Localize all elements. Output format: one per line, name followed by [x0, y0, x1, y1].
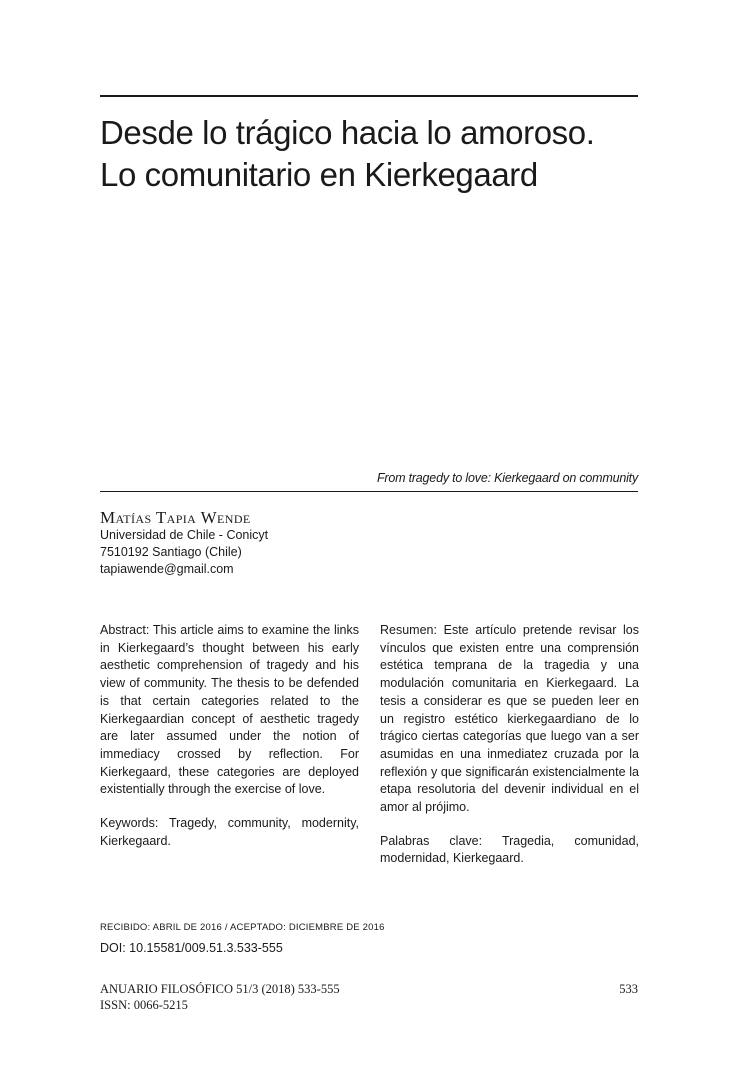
journal-citation: ANUARIO FILOSÓFICO 51/3 (2018) 533-555 [100, 982, 340, 996]
page-number: 533 [619, 982, 638, 996]
palabras-clave-text: : Tragedia, comunidad, modernidad, Kierkegaard. [380, 833, 639, 866]
english-title: From tragedy to love: Kierkegaard on community [376, 471, 638, 485]
palabras-clave-paragraph [380, 833, 639, 868]
keywords-paragraph [100, 815, 359, 850]
issn: ISSN: 0066-5215 [100, 998, 188, 1012]
author-name: Matías Tapia Wende [100, 508, 251, 527]
author-email: tapiawende@gmail.com [100, 562, 234, 576]
author-address: 7510192 Santiago (Chile) [100, 545, 242, 559]
palabras-clave-label: Palabras clave [380, 833, 479, 848]
top-rule [100, 95, 638, 97]
received-accepted-dates: RECIBIDO: ABRIL DE 2016 / ACEPTADO: DICIEMBRE DE 2016 [100, 922, 385, 933]
resumen-text: : Este artículo pretende revisar los vínculos que existen entre una comprensión estética temprana de la tragedia y una modulación comunitaria en Kierkegaard. La tesis a considerar es que se pueden leer en un registro estético kierkegaardiano de lo trágico ciertas categorías que luego van a ser asumidas en una inmediatez cruzada por la reflexión y que significarán existencialmente la etapa resolutoria del devenir individual en el amor al prójimo. [380, 623, 639, 815]
resumen-paragraph [380, 622, 639, 817]
title-line-1: Desde lo trágico hacia lo amoroso. [100, 114, 595, 151]
keywords-text: : Tragedy, community, modernity, Kierkegaard. [100, 816, 359, 848]
author-affiliation: Universidad de Chile - Conicyt [100, 528, 269, 542]
resumen-label: Resumen [380, 623, 434, 637]
doi: DOI: 10.15581/009.51.3.533-555 [100, 941, 283, 955]
article-title [100, 112, 660, 196]
abstract-column [100, 622, 359, 850]
keywords-label: Keywords [100, 816, 155, 831]
abstract-paragraph [100, 622, 359, 799]
author-rule [100, 491, 638, 492]
resumen-column [380, 622, 639, 868]
title-line-2: Lo comunitario en Kierkegaard [100, 156, 538, 193]
abstract-label: Abstract [100, 623, 146, 637]
abstract-text: : This article aims to examine the links in Kierkegaard’s thought between his early aesthetic comprehension of tragedy and his view of community. The thesis to be defended is that certain categories related to the Kierkegaardian concept of aesthetic tragedy are later assumed under the notion of immediacy crossed by reflection. For Kierkegaard, these categories are deployed existentially through the exercise of love. [100, 623, 359, 797]
